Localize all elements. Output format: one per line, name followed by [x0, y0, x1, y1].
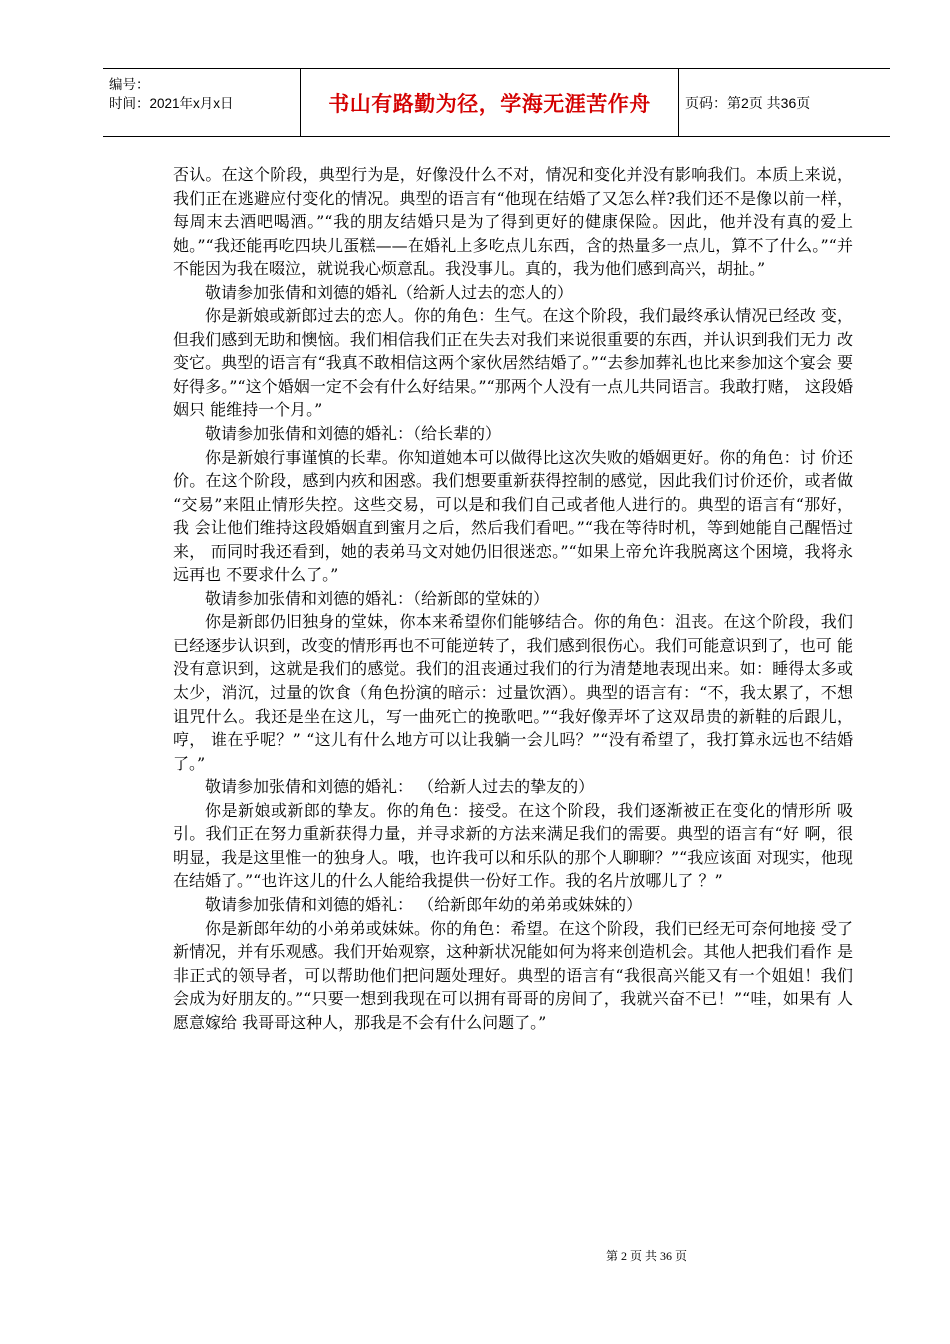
body-paragraph: 否认。在这个阶段，典型行为是，好像没什么不对，情况和变化并没有影响我们。本质上来说，我们正在逃避应付变化的情况。典型的语言有“他现在结婚了又怎么样?我们还不是像以前一样， 每周末去酒吧喝酒。”“我的朋友结婚只是为了得到更好的健康保险。因此，他并没有真的爱上她。”“我还能再吃四块儿蛋糕——在婚礼上多吃点儿东西，含的热量多一点儿，算不了什么。”“并不能因为我在啜泣，就说我心烦意乱。我没事儿。真的，我为他们感到高兴，胡扯。”: [173, 165, 853, 279]
body-paragraph: 你是新娘行事谨慎的长辈。你知道她本可以做得比这次失败的婚姻更好。你的角色：讨 价还价。在这个阶段，感到内疚和困惑。我们想要重新获得控制的感觉，因此我们讨价还价，或者做 “交易”来阻止情形失控。这些交易，可以是和我们自己或者他人进行的。典型的语言有“那好，我 会让他们维持这段婚姻直到蜜月之后，然后我们看吧。”“我在等待时机，等到她能自己醒悟过来， 而同时我还看到，她的表弟马文对她仍旧很迷恋。”“如果上帝允许我脱离这个困境，我将永远再也 不要求什么了。”: [173, 447, 853, 585]
body-paragraph: 你是新娘或新郎的挚友。你的角色：接受。在这个阶段，我们逐渐被正在变化的情形所 吸引。我们正在努力重新获得力量，并寻求新的方法来满足我们的需要。典型的语言有“好 啊，很明显，我是这里惟一的独身人。哦，也许我可以和乐队的那个人聊聊？”“我应该面 对现实，他现在结婚了。”“也许这儿的什么人能给我提供一份好工作。我的名片放哪儿了 ？”: [173, 800, 853, 891]
invitation-heading: 敬请参加张倩和刘德的婚礼： （给新人过去的挚友的）: [205, 777, 595, 797]
body-paragraph: 你是新郎年幼的小弟弟或妹妹。你的角色：希望。在这个阶段，我们已经无可奈何地接 受了新情况，并有乐观感。我们开始观察，这种新状况能如何为将来创造机会。其他人把我们看作 是非正式的领导者，可以帮助他们把问题处理好。典型的语言有“我很高兴能又有一个姐姐！我们会成为好朋友的。”“只要一想到我现在可以拥有哥哥的房间了，我就兴奋不已！”“哇，如果有 人愿意嫁给 我哥哥这种人，那我是不会有什么问题了。”: [173, 918, 853, 1032]
header-info-cell: [103, 69, 301, 136]
page-header: [103, 68, 890, 137]
body-paragraph: 你是新娘或新郎过去的恋人。你的角色：生气。在这个阶段，我们最终承认情况已经改 变，但我们感到无助和懊恼。我们相信我们正在失去对我们来说很重要的东西，并认识到我们无力 改变它。典型的语言有“我真不敢相信这两个家伙居然结婚了。”“去参加葬礼也比来参加这个宴会 要好得多。”“这个婚姻一定不会有什么好结果。”“那两个人没有一点儿共同语言。我敢打赌， 这段婚姻只 能维持一个月。”: [173, 306, 853, 420]
header-motto-cell: [301, 69, 679, 136]
invitation-heading: 敬请参加张倩和刘德的婚礼：（给新郎的堂妹的）: [205, 588, 550, 608]
document-body: [173, 163, 853, 1034]
body-paragraph: 你是新郎仍旧独身的堂妹，你本来希望你们能够结合。你的角色：沮丧。在这个阶段，我们已经逐步认识到，改变的情形再也不可能逆转了，我们感到很伤心。我们可能意识到了，也可 能没有意识到，这就是我们的感觉。我们的沮丧通过我们的行为清楚地表现出来。如：睡得太多或 太少，消沉，过量的饮食（角色扮演的暗示：过量饮酒）。典型的语言有：“不，我太累了，不想诅咒什么。我还是坐在这儿，写一曲死亡的挽歌吧。”“我好像弄坏了这双昂贵的新鞋的后跟儿，哼， 谁在乎呢？” “这儿有什么地方可以让我躺一会儿吗？”“没有希望了，我打算永远也不结婚了。”: [173, 612, 853, 773]
time-label: 时间：2021年x月x日: [109, 96, 234, 111]
page-footer: 第 2 页 共 36 页: [606, 1249, 688, 1263]
motto-text: 书山有路勤为径，学海无涯苦作舟: [328, 91, 651, 116]
header-page-cell: [679, 69, 890, 136]
invitation-heading: 敬请参加张倩和刘德的婚礼：（给长辈的）: [205, 424, 502, 444]
page-label: 页码：第2页 共36页: [685, 94, 811, 111]
number-label: 编号：: [109, 77, 150, 92]
invitation-heading: 敬请参加张倩和刘德的婚礼（给新人过去的恋人的）: [205, 282, 574, 302]
invitation-heading: 敬请参加张倩和刘德的婚礼： （给新郎年幼的弟弟或妹妹的）: [205, 894, 643, 914]
